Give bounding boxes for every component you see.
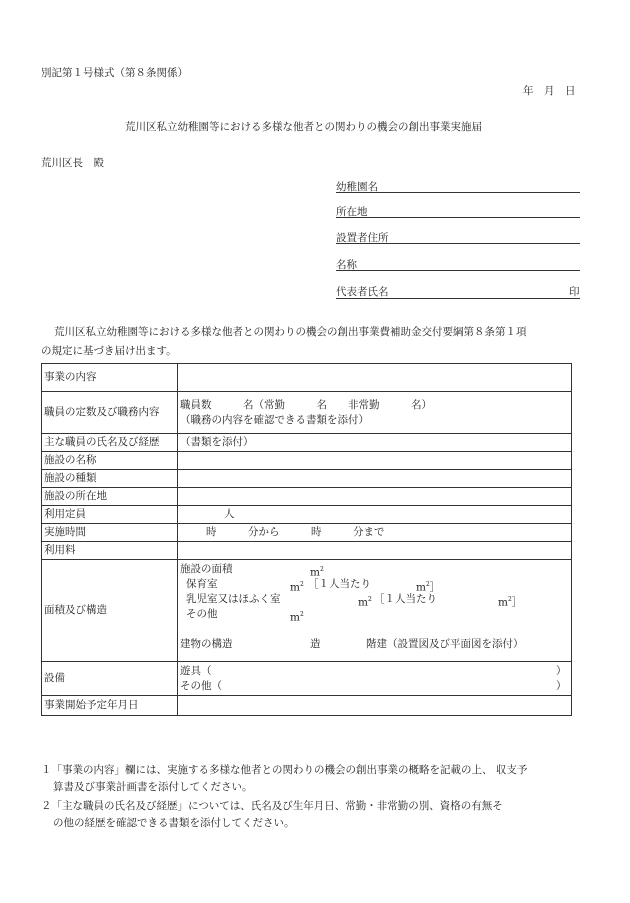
row-equipment <box>42 662 572 696</box>
intro-line-2: の規定に基づき届け出ます。 <box>41 345 177 357</box>
location-label: 所在地 <box>336 206 368 218</box>
label-business-content: 事業の内容 <box>42 364 178 392</box>
hours-template: 時 分から 時 分まで <box>206 526 385 539</box>
infant-unit: $m^2$ <box>358 596 372 609</box>
facility-area-unit: $m^2$ <box>310 566 324 579</box>
equipment-other-close: ） <box>556 679 567 692</box>
value-hours[interactable] <box>178 524 572 542</box>
nursery-per-person-unit: $m^2]$ <box>416 581 441 594</box>
label-facility-location: 施設の所在地 <box>42 488 178 506</box>
row-main-staff <box>42 434 572 452</box>
staff-count-line: 職員数 名（常勤 名 非常勤 名） <box>180 398 432 411</box>
label-start-date: 事業開始予定年月日 <box>42 696 178 716</box>
row-area-structure <box>42 560 572 662</box>
value-start-date[interactable] <box>178 696 572 716</box>
row-fee <box>42 542 572 560</box>
row-facility-location <box>42 488 572 506</box>
seal-mark: 印 <box>569 286 580 298</box>
row-capacity <box>42 506 572 524</box>
value-fee[interactable] <box>178 542 572 560</box>
value-business-content[interactable] <box>178 364 572 392</box>
intro-line-1: 荒川区私立幼稚園等における多様な他者との関わりの機会の創出事業費補助金交付要綱第８条第１項 <box>54 326 527 338</box>
note-2-line-1: ２「主な職員の氏名及び経歴」については、氏名及び生年月日、常勤・非常勤の別、資格の有無そ <box>41 800 503 812</box>
row-business-content <box>42 364 572 392</box>
other-area-unit: $m^2$ <box>290 611 304 624</box>
kindergarten-name-line[interactable] <box>336 192 580 193</box>
toys-close: ） <box>556 664 567 677</box>
building-structure-line <box>180 637 569 652</box>
label-staff: 職員の定数及び職務内容 <box>42 392 178 434</box>
label-fee: 利用料 <box>42 542 178 560</box>
representative-line[interactable] <box>336 298 580 299</box>
kindergarten-name-label: 幼稚園名 <box>336 181 378 193</box>
founder-address-line[interactable] <box>336 243 580 244</box>
label-equipment: 設備 <box>42 662 178 696</box>
facility-area-line <box>180 562 569 577</box>
value-main-staff[interactable]: （書類を添付） <box>178 434 572 452</box>
infant-area-line <box>180 592 569 607</box>
staff-duties-note: （職務の内容を確認できる書類を添付） <box>180 413 369 426</box>
equipment-other-label: その他（ <box>180 679 222 692</box>
note-1 <box>41 762 527 796</box>
value-facility-name[interactable] <box>178 452 572 470</box>
other-area-line <box>180 607 569 622</box>
label-hours: 実施時間 <box>42 524 178 542</box>
building-structure-zou: 造 <box>310 638 321 650</box>
value-facility-location[interactable] <box>178 488 572 506</box>
building-floors: 階建（設置図及び平面図を添付） <box>366 638 524 650</box>
nursery-unit: $m^2$ <box>290 581 304 594</box>
value-capacity[interactable] <box>178 506 572 524</box>
addressee: 荒川区長 殿 <box>41 157 104 169</box>
value-area-structure[interactable] <box>178 560 572 662</box>
capacity-unit: 人 <box>224 508 235 521</box>
date-field: 年 月 日 <box>523 85 576 97</box>
infant-label: 乳児室又はほふく室 <box>186 593 281 605</box>
toys-label: 遊具（ <box>180 664 212 677</box>
infant-per-person-unit: $m^2]$ <box>498 596 523 609</box>
form-title: 荒川区私立幼稚園等における多様な他者との関わりの機会の創出事業実施届 <box>125 121 482 133</box>
infant-per-person: ［１人当たり <box>374 593 437 605</box>
toys-line <box>180 664 569 679</box>
row-staff <box>42 392 572 434</box>
note-2 <box>41 798 503 832</box>
representative-label: 代表者氏名 <box>336 286 389 298</box>
row-facility-name <box>42 452 572 470</box>
note-1-line-2: 算書及び事業計画書を添付してください。 <box>53 781 253 793</box>
building-structure-label: 建物の構造 <box>180 638 233 650</box>
location-line[interactable] <box>336 217 580 218</box>
value-facility-type[interactable] <box>178 470 572 488</box>
nursery-label: 保育室 <box>186 578 218 590</box>
row-hours <box>42 524 572 542</box>
application-table <box>41 363 572 716</box>
label-facility-type: 施設の種類 <box>42 470 178 488</box>
form-number: 別記第１号様式（第８条関係） <box>41 67 188 79</box>
name-label: 名称 <box>336 259 357 271</box>
label-area-structure: 面積及び構造 <box>42 560 178 662</box>
value-staff[interactable] <box>178 392 572 434</box>
row-facility-type <box>42 470 572 488</box>
facility-area-label: 施設の面積 <box>180 563 233 575</box>
row-start-date <box>42 696 572 716</box>
note-2-line-2: の他の経歴を確認できる書類を添付してください。 <box>53 817 295 829</box>
value-equipment[interactable] <box>178 662 572 696</box>
name-line[interactable] <box>336 270 580 271</box>
founder-address-label: 設置者住所 <box>336 232 389 244</box>
label-main-staff: 主な職員の氏名及び経歴 <box>42 434 178 452</box>
nursery-per-person: ［１人当たり <box>308 578 371 590</box>
nursery-area-line <box>180 577 569 592</box>
other-area-label: その他 <box>186 608 218 620</box>
equipment-other-line <box>180 679 569 694</box>
label-facility-name: 施設の名称 <box>42 452 178 470</box>
note-1-line-1: １「事業の内容」欄には、実施する多様な他者との関わりの機会の創出事業の概略を記載の上、 収支予 <box>41 764 528 776</box>
label-capacity: 利用定員 <box>42 506 178 524</box>
